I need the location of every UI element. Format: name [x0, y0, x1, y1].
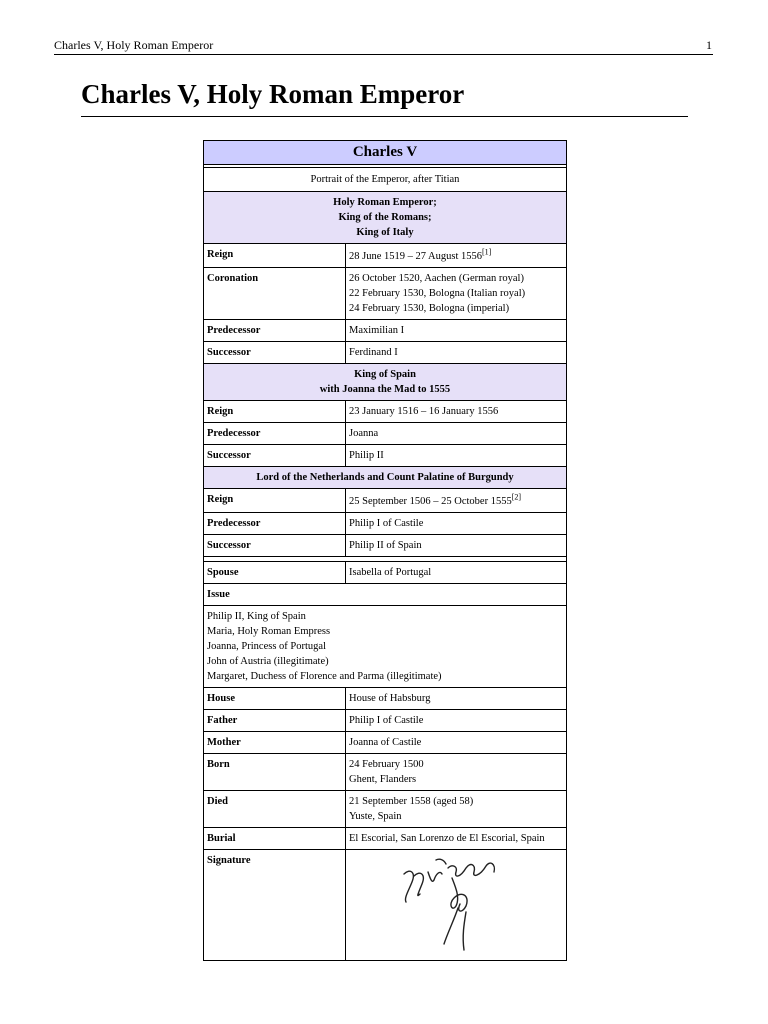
nl-predecessor-label: Predecessor [204, 513, 346, 535]
spouse-label: Spouse [204, 562, 346, 584]
coronation-line: 22 February 1530, Bologna (Italian royal) [349, 288, 526, 299]
died-label: Died [204, 791, 346, 828]
issue-item[interactable]: Joanna, Princess of Portugal [207, 641, 326, 652]
spain-reign-label: Reign [204, 401, 346, 423]
nl-reign-label: Reign [204, 489, 346, 513]
reference-link[interactable]: [2] [511, 492, 522, 502]
page-title: Charles V, Holy Roman Emperor [81, 76, 688, 117]
issue-item[interactable]: Margaret, Duchess of Florence and Parma (illegitimate) [207, 671, 442, 682]
signature-image [396, 854, 516, 954]
hre-predecessor-label: Predecessor [204, 320, 346, 342]
running-header [54, 38, 713, 55]
running-header-title: Charles V, Holy Roman Emperor [54, 38, 214, 52]
coronation-line: 24 February 1530, Bologna (imperial) [349, 303, 510, 314]
spain-predecessor-label: Predecessor [204, 423, 346, 445]
spouse-value[interactable]: Isabella of Portugal [346, 562, 567, 584]
nl-reign-dates: 25 September 1506 – 25 October 1555 [349, 496, 512, 507]
issue-list [204, 606, 567, 688]
hre-predecessor-value[interactable]: Maximilian I [346, 320, 567, 342]
coronation-line: 26 October 1520, Aachen (German royal) [349, 273, 524, 284]
section-netherlands: Lord of the Netherlands and Count Palatine of Burgundy [204, 467, 567, 489]
burial-label: Burial [204, 828, 346, 850]
house-label: House [204, 688, 346, 710]
hre-successor-value[interactable]: Ferdinand I [346, 342, 567, 364]
section-hre-line: King of the Romans; [338, 212, 432, 223]
signature-cell [346, 850, 567, 961]
issue-item[interactable]: John of Austria (illegitimate) [207, 656, 329, 667]
spain-reign-value: 23 January 1516 – 16 January 1556 [346, 401, 567, 423]
hre-successor-label: Successor [204, 342, 346, 364]
signature-label: Signature [204, 850, 346, 961]
nl-reign-value [346, 489, 567, 513]
died-place[interactable]: Yuste, Spain [349, 811, 402, 822]
section-hre-line: Holy Roman Emperor; [333, 197, 437, 208]
died-date: 21 September 1558 (aged 58) [349, 796, 474, 807]
born-place[interactable]: Ghent, Flanders [349, 774, 417, 785]
section-hre-line: King of Italy [356, 227, 414, 238]
spain-predecessor-value[interactable]: Joanna [346, 423, 567, 445]
reference-link[interactable]: [1] [482, 247, 492, 257]
mother-label: Mother [204, 732, 346, 754]
issue-item[interactable]: Maria, Holy Roman Empress [207, 626, 331, 637]
born-value [346, 754, 567, 791]
section-spain-line: King of Spain [354, 369, 416, 380]
mother-value[interactable]: Joanna of Castile [346, 732, 567, 754]
father-label: Father [204, 710, 346, 732]
coronation-label: Coronation [204, 268, 346, 320]
spain-successor-value[interactable]: Philip II [346, 445, 567, 467]
spain-successor-label: Successor [204, 445, 346, 467]
house-value[interactable]: House of Habsburg [346, 688, 567, 710]
hre-reign-dates: 28 June 1519 – 27 August 1556 [349, 251, 483, 262]
father-value[interactable]: Philip I of Castile [346, 710, 567, 732]
infobox [203, 140, 567, 961]
section-hre [204, 192, 567, 244]
nl-successor-value[interactable]: Philip II of Spain [346, 535, 567, 557]
died-value [346, 791, 567, 828]
hre-reign-label: Reign [204, 244, 346, 268]
section-spain-line: with Joanna the Mad to 1555 [319, 384, 451, 395]
coronation-value [346, 268, 567, 320]
burial-value[interactable]: El Escorial, San Lorenzo de El Escorial, Spain [346, 828, 567, 850]
nl-predecessor-value[interactable]: Philip I of Castile [346, 513, 567, 535]
page-number: 1 [706, 38, 712, 52]
born-label: Born [204, 754, 346, 791]
issue-label: Issue [204, 584, 567, 606]
section-spain [204, 364, 567, 401]
portrait-caption: Portrait of the Emperor, after Titian [204, 168, 567, 192]
hre-reign-value [346, 244, 567, 268]
issue-item[interactable]: Philip II, King of Spain [207, 611, 306, 622]
nl-successor-label: Successor [204, 535, 346, 557]
infobox-title: Charles V [204, 141, 567, 165]
born-date: 24 February 1500 [349, 759, 424, 770]
